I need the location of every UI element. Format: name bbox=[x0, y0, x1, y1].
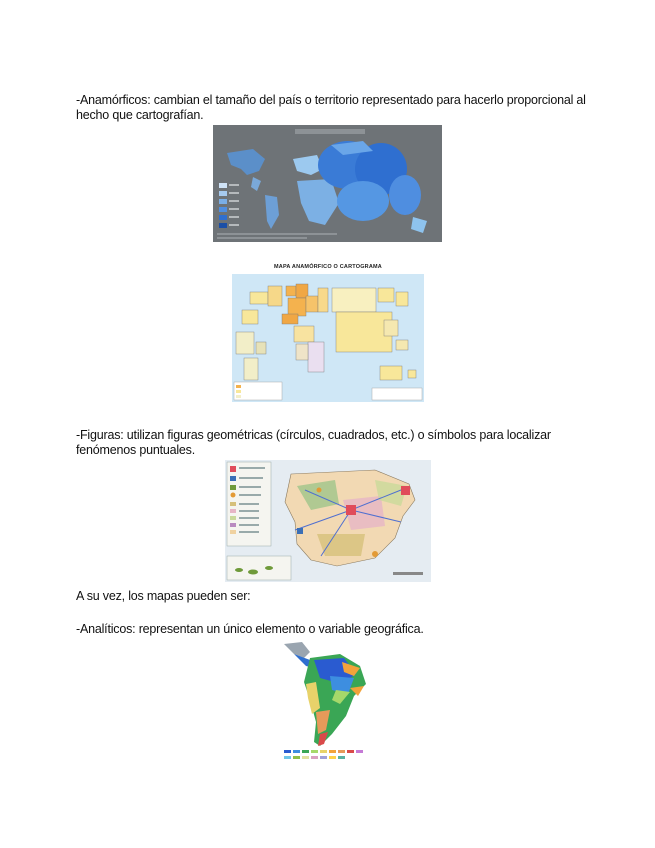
anamorphic-world-map-image bbox=[213, 125, 442, 242]
figuras-paragraph: -Figuras: utilizan figuras geométricas (círculos, cuadrados, etc.) o símbolos para localizar fenómenos puntuales. bbox=[76, 428, 551, 457]
spain-symbols-map-image bbox=[225, 460, 431, 582]
anamorficos-paragraph: -Anamórficos: cambian el tamaño del país o territorio representado para hacerlo proporcional al hecho que cartografían. bbox=[76, 93, 586, 122]
cartogram-figure bbox=[232, 262, 424, 402]
analiticos-paragraph: -Analíticos: representan un único elemento o variable geográfica. bbox=[76, 622, 424, 636]
cartogram-title: MAPA ANAMÓRFICO O CARTOGRAMA bbox=[274, 264, 382, 270]
a-su-vez-paragraph: A su vez, los mapas pueden ser: bbox=[76, 589, 251, 603]
south-america-analytic-map-image bbox=[280, 638, 372, 764]
